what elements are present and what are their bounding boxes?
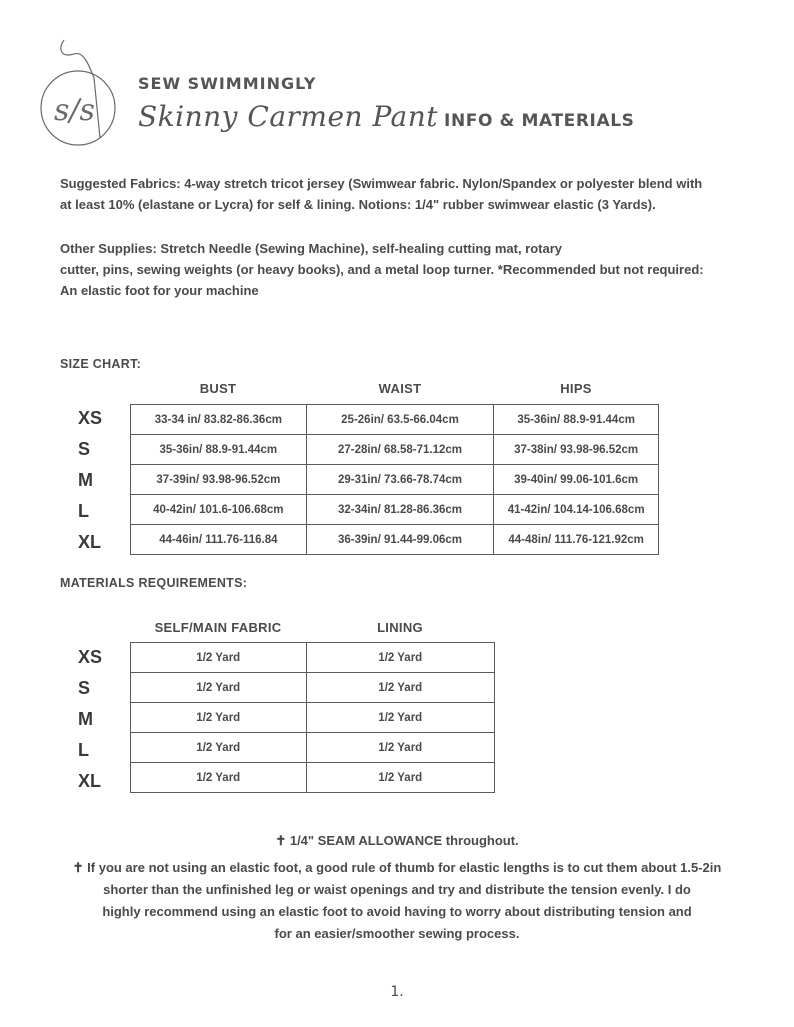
table-row xyxy=(131,465,659,495)
table-row xyxy=(131,405,659,435)
elastic-note-line: highly recommend using an elastic foot to avoid having to worry about distributing tension and xyxy=(102,904,692,919)
elastic-note xyxy=(40,857,754,945)
table-row xyxy=(131,495,659,525)
size-label-m: M xyxy=(78,470,93,490)
document-title xyxy=(138,100,635,133)
materials-label: MATERIALS REQUIREMENTS: xyxy=(60,576,248,590)
table-cell: 32-34in/ 81.28-86.36cm xyxy=(306,495,494,525)
table-cell: 1/2 Yard xyxy=(306,733,494,763)
materials-size-xl: XL xyxy=(78,771,102,791)
table-cell: 39-40in/ 99.06-101.6cm xyxy=(494,465,659,495)
sew-swimmingly-logo xyxy=(34,38,126,150)
fabrics-paragraph xyxy=(60,173,702,215)
table-cell: 1/2 Yard xyxy=(306,703,494,733)
table-cell: 40-42in/ 101.6-106.68cm xyxy=(131,495,307,525)
table-cell: 1/2 Yard xyxy=(131,703,307,733)
table-cell: 29-31in/ 73.66-78.74cm xyxy=(306,465,494,495)
size-label-xl: XL xyxy=(78,532,102,552)
table-cell: 1/2 Yard xyxy=(131,643,307,673)
table-cell: 35-36in/ 88.9-91.44cm xyxy=(131,435,307,465)
size-chart-label: SIZE CHART: xyxy=(60,357,142,371)
table-row xyxy=(131,703,495,733)
pattern-name: Skinny Carmen Pant xyxy=(138,100,439,133)
table-cell: 27-28in/ 68.58-71.12cm xyxy=(306,435,494,465)
page-number: 1. xyxy=(390,984,404,1000)
size-label-xs: XS xyxy=(78,408,103,428)
fabrics-line: Suggested Fabrics: 4-way stretch tricot jersey (Swimwear fabric. Nylon/Spandex or polyester blend with xyxy=(60,176,703,191)
supplies-line: cutter, pins, sewing weights (or heavy books), and a metal loop turner. *Recommended but not required: xyxy=(60,262,704,277)
table-cell: 36-39in/ 91.44-99.06cm xyxy=(306,525,494,555)
waist-header: WAIST xyxy=(378,381,422,396)
size-label-s: S xyxy=(78,439,91,459)
table-cell: 25-26in/ 63.5-66.04cm xyxy=(306,405,494,435)
elastic-note-line: for an easier/smoother sewing process. xyxy=(274,926,520,941)
table-cell: 1/2 Yard xyxy=(306,763,494,793)
title-suffix: INFO & MATERIALS xyxy=(444,111,635,131)
bust-header: BUST xyxy=(199,381,237,396)
table-cell: 35-36in/ 88.9-91.44cm xyxy=(494,405,659,435)
brand-name: SEW SWIMMINGLY xyxy=(138,74,317,93)
table-cell: 44-48in/ 111.76-121.92cm xyxy=(494,525,659,555)
materials-size-m: M xyxy=(78,709,93,729)
materials-size-l: L xyxy=(78,740,89,760)
table-cell: 33-34 in/ 83.82-86.36cm xyxy=(131,405,307,435)
table-cell: 1/2 Yard xyxy=(306,673,494,703)
supplies-paragraph xyxy=(60,238,704,301)
elastic-note-line: ✝ If you are not using an elastic foot, a good rule of thumb for elastic lengths is to cut them about 1.5-2in xyxy=(72,860,722,875)
elastic-note-line: shorter than the unfinished leg or waist openings and try and distribute the tension evenly. I do xyxy=(103,882,691,897)
size-label-l: L xyxy=(78,501,89,521)
logo-text: s/s xyxy=(54,93,95,128)
self-fabric-header: SELF/MAIN FABRIC xyxy=(154,620,282,635)
table-cell: 1/2 Yard xyxy=(131,763,307,793)
table-row xyxy=(131,733,495,763)
table-cell: 44-46in/ 111.76-116.84 xyxy=(131,525,307,555)
table-cell: 1/2 Yard xyxy=(306,643,494,673)
supplies-line: An elastic foot for your machine xyxy=(60,283,259,298)
size-chart-table xyxy=(130,404,659,555)
table-cell: 37-39in/ 93.98-96.52cm xyxy=(131,465,307,495)
supplies-line: Other Supplies: Stretch Needle (Sewing Machine), self-healing cutting mat, rotary xyxy=(60,241,563,256)
table-row xyxy=(131,643,495,673)
table-row xyxy=(131,435,659,465)
table-row xyxy=(131,525,659,555)
materials-size-s: S xyxy=(78,678,91,698)
table-cell: 1/2 Yard xyxy=(131,733,307,763)
table-row xyxy=(131,673,495,703)
hips-header: HIPS xyxy=(560,381,592,396)
fabrics-line: at least 10% (elastane or Lycra) for self & lining. Notions: 1/4" rubber swimwear elastic (3 Yards). xyxy=(60,197,656,212)
table-cell: 1/2 Yard xyxy=(131,673,307,703)
materials-size-xs: XS xyxy=(78,647,103,667)
table-cell: 37-38in/ 93.98-96.52cm xyxy=(494,435,659,465)
seam-allowance-note: ✝ 1/4" SEAM ALLOWANCE throughout. xyxy=(275,833,519,848)
table-row xyxy=(131,763,495,793)
lining-header: LINING xyxy=(377,620,423,635)
materials-table xyxy=(130,642,495,793)
table-cell: 41-42in/ 104.14-106.68cm xyxy=(494,495,659,525)
